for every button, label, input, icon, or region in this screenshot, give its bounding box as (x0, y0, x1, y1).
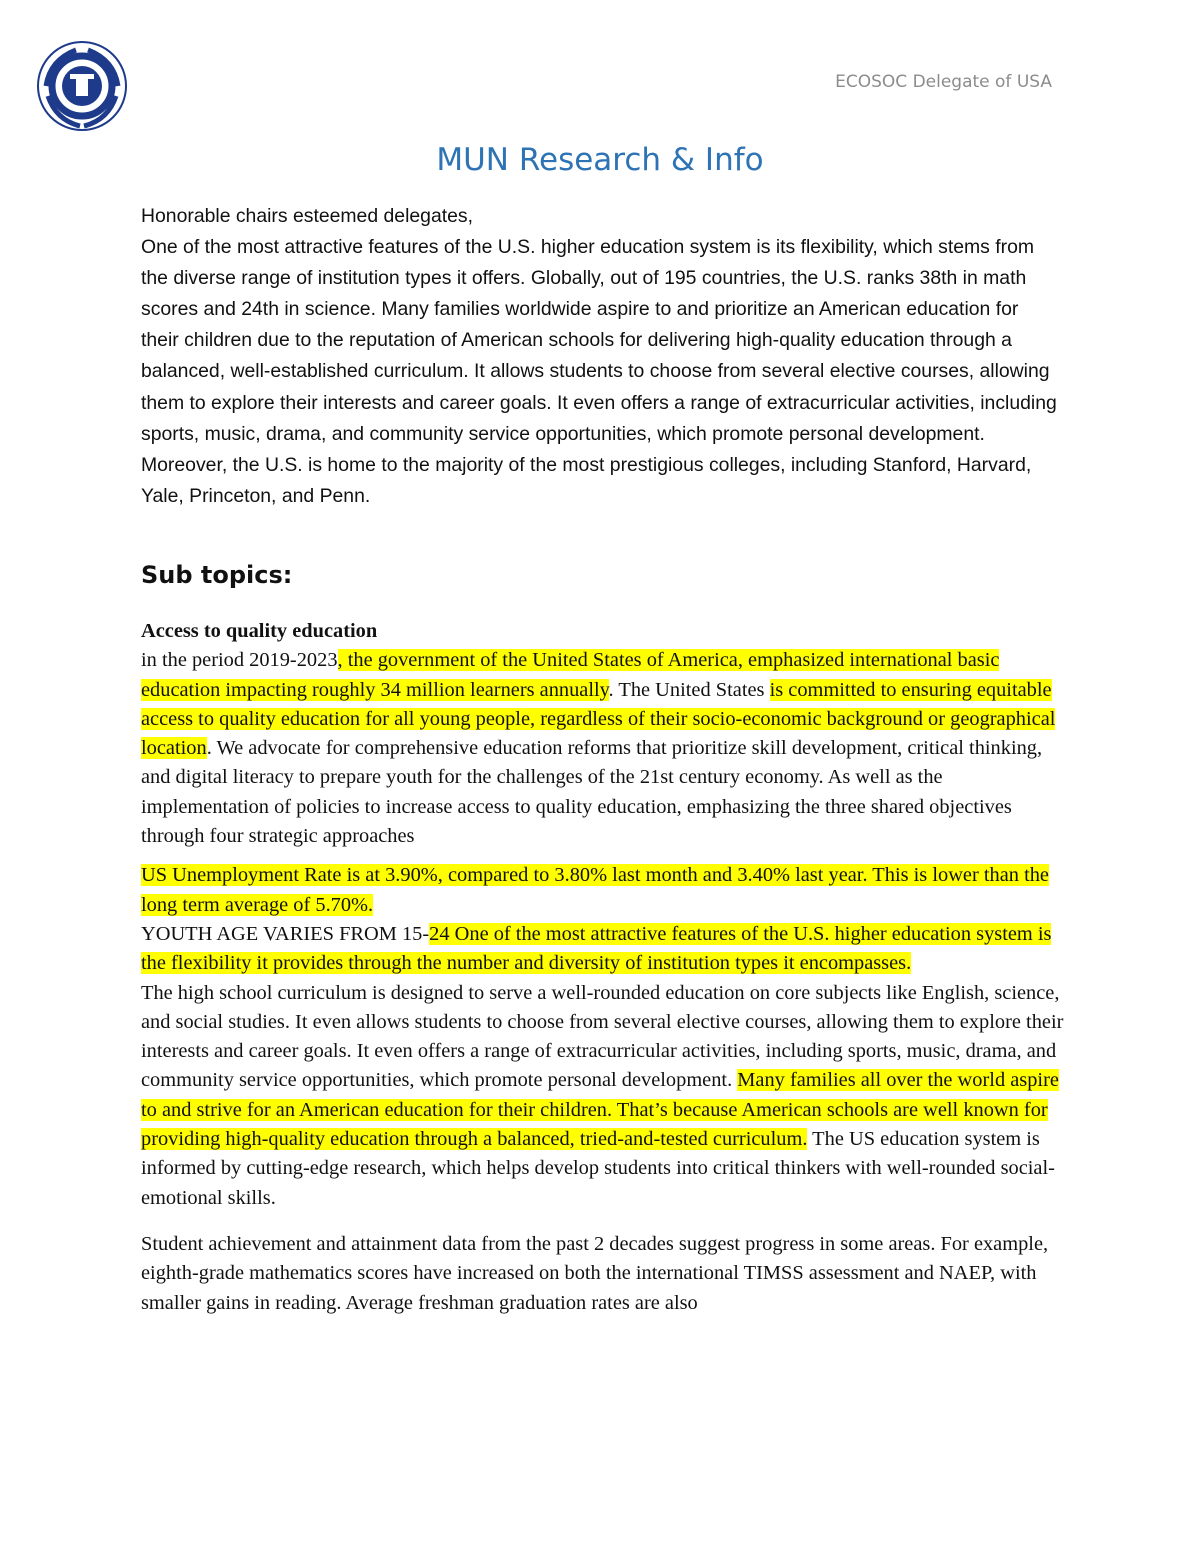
section-access-quality-education (141, 617, 1066, 1318)
text-run: YOUTH AGE VARIES FROM 15- (141, 922, 430, 945)
section-paragraph-5: Student achievement and attainment data from the past 2 decades suggest progress in some areas. For example, eighth-grade mathematics scores have increased on both the international TIMSS assessment and NAEP, with smaller gains in reading. Average freshman graduation rates are also (141, 1232, 1049, 1314)
highlighted-text: is committed to ensuring equitable access to quality education for all young people, regardless of their socio-economic background or geographical location (141, 678, 1056, 760)
section-paragraph-3 (141, 920, 1066, 979)
highlighted-text: 24 One of the most attractive features of the U.S. higher education system is the flexibility it provides through the number and diversity of institution types it encompasses. (141, 922, 1052, 975)
text-run: . The United States (608, 678, 770, 701)
header-delegate-label: ECOSOC Delegate of USA (835, 72, 1052, 92)
intro-block (141, 201, 1061, 512)
subtopics-heading: Sub topics: (141, 561, 293, 589)
page-title: MUN Research & Info (436, 142, 764, 178)
section-title: Access to quality education (141, 620, 378, 642)
text-run: . We advocate for comprehensive education reforms that prioritize skill development, critical thinking, and digital literacy to prepare youth for the challenges of the 21st century economy. As well as the implementation of policies to increase access to quality education, emphasizing the three shared objectives through four strategic approaches (141, 737, 1043, 848)
text-run: The high school curriculum is designed to serve a well-rounded education on core subjects like English, science, and social studies. It even allows students to choose from several elective courses, allowing them to explore their interests and career goals. It even offers a range of extracurricular activities, including sports, music, drama, and community service opportunities, which promote personal development. (141, 981, 1064, 1092)
intro-paragraph: One of the most attractive features of the U.S. higher education system is its flexibility, which stems from the diverse range of institution types it offers. Globally, out of 195 countries, the U.S. ranks 38th in math scores and 24th in science. Many families worldwide aspire to and prioritize an American education for their children due to the reputation of American schools for delivering high-quality education through a balanced, well-established curriculum. It allows students to choose from several elective courses, allowing them to explore their interests and career goals. It even offers a range of extracurricular activities, including sports, music, drama, and community service opportunities, which promote personal development. Moreover, the U.S. is home to the majority of the most prestigious colleges, including Stanford, Harvard, Yale, Princeton, and Penn. (141, 236, 1057, 507)
text-run: in the period 2019-2023 (141, 649, 338, 672)
highlighted-text: , the government of the United States of America, emphasized international basic education impacting roughly 34 million learners annually (141, 649, 1000, 701)
mun-logo-icon (36, 40, 128, 132)
section-paragraph-1 (141, 646, 1066, 851)
text-run: The US education system is informed by cutting-edge research, which helps develop students into critical thinkers with well-rounded social-emotional skills. (141, 1128, 1055, 1209)
section-paragraph-4 (141, 979, 1066, 1213)
intro-greeting: Honorable chairs esteemed delegates, (141, 205, 473, 227)
highlighted-text: US Unemployment Rate is at 3.90%, compared to 3.80% last month and 3.40% last year. This is lower than the long term average of 5.70%. (141, 864, 1049, 916)
section-paragraph-2 (141, 861, 1066, 920)
highlighted-text: Many families all over the world aspire to and strive for an American education for their children. That’s because American schools are well known for providing high-quality education through a balanced, tried-and-tested curriculum. (141, 1069, 1059, 1151)
